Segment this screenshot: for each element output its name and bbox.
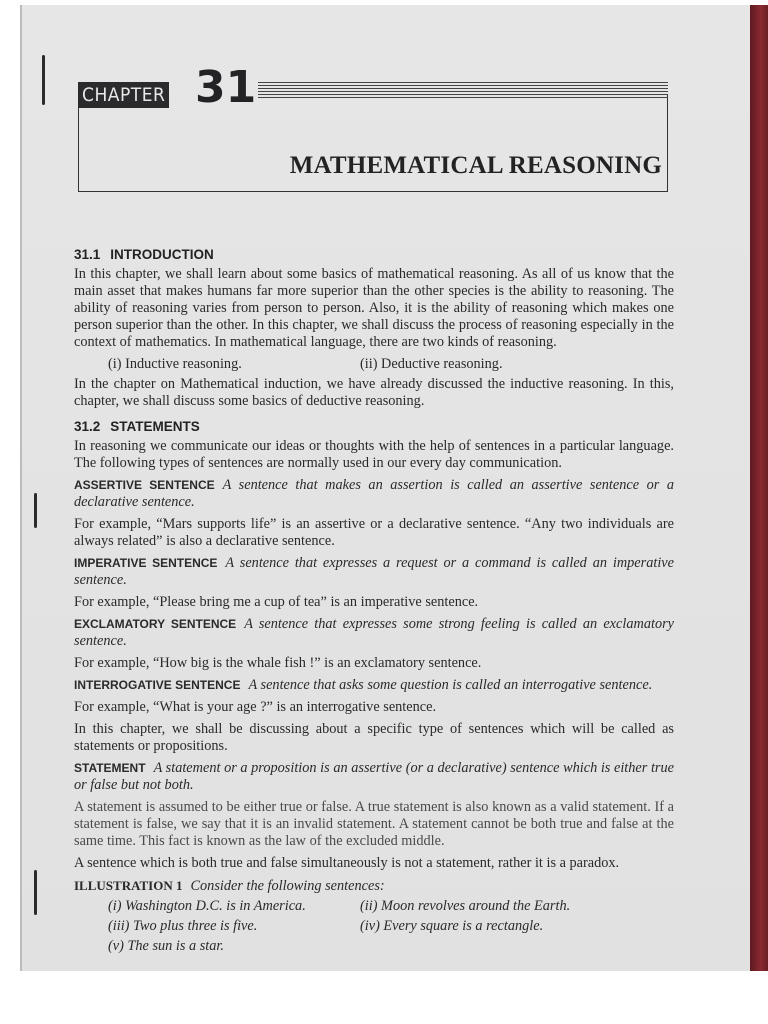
definition: IMPERATIVE SENTENCE A sentence that expresses a request or a command is called an imperative sentence. [74,555,674,588]
definition: EXCLAMATORY SENTENCE A sentence that expresses some strong feeling is called an exclamatory sentence. [74,616,674,649]
illustration: ILLUSTRATION 1 Consider the following sentences: [74,878,385,894]
example-row: (v) The sun is a star. [108,938,224,954]
example-row: (i) Washington D.C. is in America. (ii) Moon revolves around the Earth. [108,898,571,914]
binding-edge [750,5,768,971]
paragraph: In reasoning we communicate our ideas or thoughts with the help of sentences in a particular language. The following types of sentences are normally used in our every day communication. [74,438,674,471]
paragraph: For example, “Mars supports life” is an assertive or a declarative sentence. “Any two individuals are always related” is also a declarative sentence. [74,516,674,549]
paragraph: A sentence which is both true and false simultaneously is not a statement, rather it is a paradox. [74,855,620,871]
chapter-rule-lines [258,82,668,100]
example-row: (iii) Two plus three is five. (iv) Every square is a rectangle. [108,918,544,934]
section-heading: 31.2 STATEMENTS [74,419,200,434]
paragraph: A statement is assumed to be either true or false. A true statement is also known as a valid statement. If a statement is false, we say that it is an invalid statement. A statement cannot be both true and false at the same time. This fact is known as the law of the excluded middle. [74,799,674,849]
page-content [74,240,674,958]
list-row: (i) Inductive reasoning. (ii) Deductive reasoning. [108,356,503,372]
paragraph: For example, “Please bring me a cup of tea” is an imperative sentence. [74,594,479,610]
paragraph: In this chapter, we shall be discussing about a specific type of sentences which will be called as statements or propositions. [74,721,674,754]
clip-mark [42,55,45,105]
definition: INTERROGATIVE SENTENCE A sentence that asks some question is called an interrogative sentence. [74,677,653,693]
definition: ASSERTIVE SENTENCE A sentence that makes an assertion is called an assertive sentence or a declarative sentence. [74,477,675,510]
chapter-label: CHAPTER [78,82,169,108]
clip-mark [34,493,37,528]
paragraph: In this chapter, we shall learn about some basics of mathematical reasoning. As all of us know that the main asset that makes humans far more superior than the other species is the ability to reasoning. The ability of reasoning varies from person to person. Also, it is the ability of reasoning which makes one person superior than the other. In this chapter, we shall discuss the process of reasoning especially in the context of mathematics. In mathematical language, there are two kinds of reasoning. [74,266,674,350]
definition: STATEMENT A statement or a proposition is an assertive (or a declarative) sentence which is either true or false but not both. [74,760,674,793]
paragraph: For example, “How big is the whale fish !” is an exclamatory sentence. [74,655,482,671]
section-heading: 31.1 INTRODUCTION [74,247,214,262]
clip-mark [34,870,37,915]
chapter-number: 31 [195,62,257,113]
paragraph: For example, “What is your age ?” is an interrogative sentence. [74,699,437,715]
chapter-title: MATHEMATICAL REASONING [289,152,662,179]
paragraph: In the chapter on Mathematical induction, we have already discussed the inductive reasoning. In this, chapter, we shall discuss some basics of deductive reasoning. [74,376,674,409]
